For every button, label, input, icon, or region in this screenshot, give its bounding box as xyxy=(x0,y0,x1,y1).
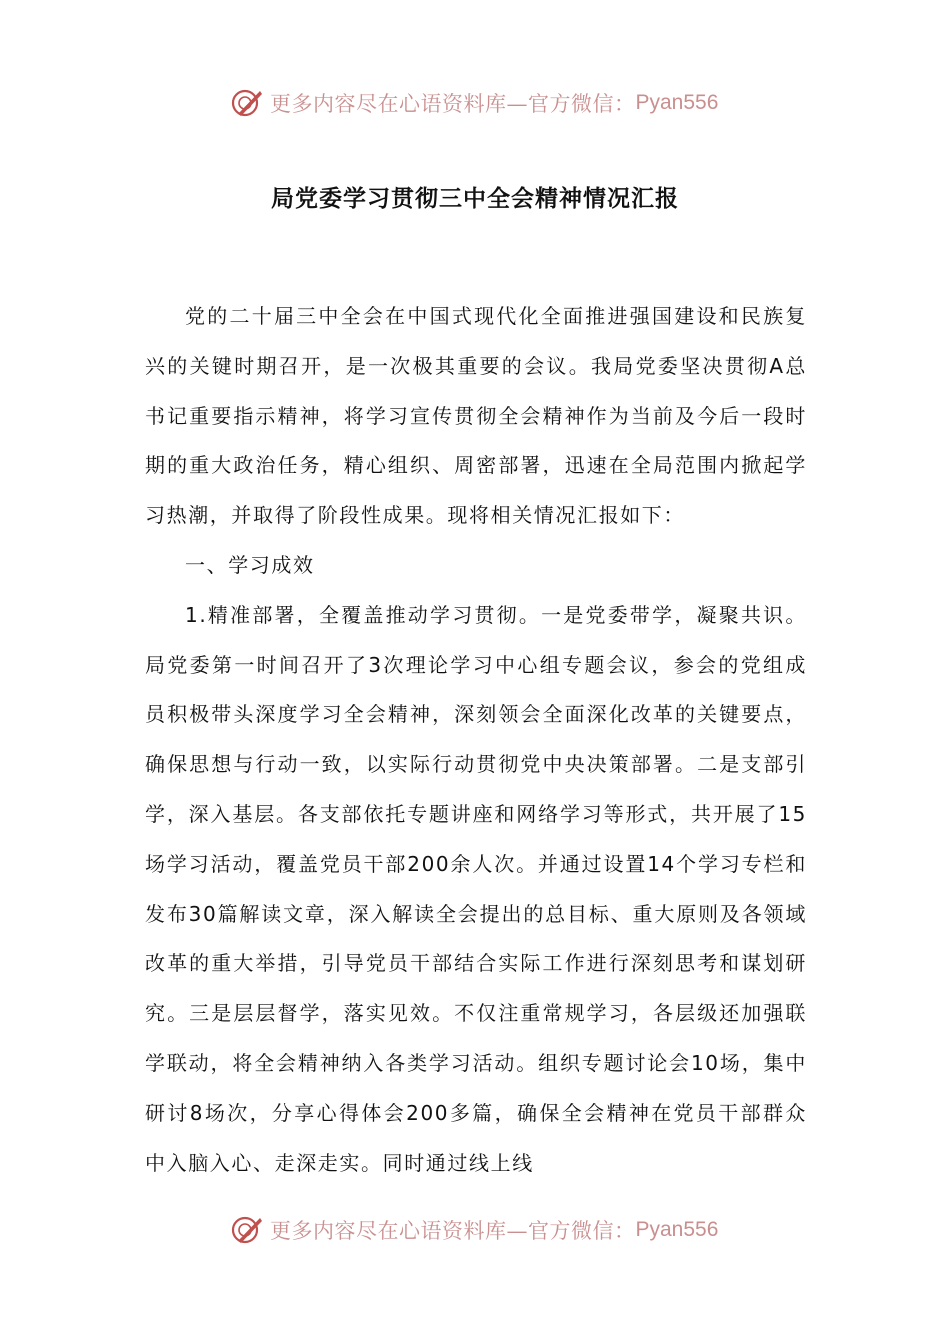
pen-logo-icon xyxy=(230,86,264,120)
paragraph-intro: 党的二十届三中全会在中国式现代化全面推进强国建设和民族复兴的关键时期召开，是一次极其重要的会议。我局党委坚决贯彻A总书记重要指示精神，将学习宣传贯彻全会精神作为当前及今后一段时期的重大政治任务，精心组织、周密部署，迅速在全局范围内掀起学习热潮，并取得了阶段性成果。现将相关情况汇报如下： xyxy=(145,304,807,528)
watermark-header xyxy=(230,83,718,123)
watermark-text: 更多内容尽在心语资料库—官方微信： xyxy=(270,1219,636,1243)
watermark-text: 更多内容尽在心语资料库—官方微信： xyxy=(270,92,636,116)
paragraph-section-1: 1.精准部署，全覆盖推动学习贯彻。一是党委带学，凝聚共识。局党委第一时间召开了3次理论学习中心组专题会议，参会的党组成员积极带头深度学习全会精神，深刻领会全面深化改革的关键要点，确保思想与行动一致，以实际行动贯彻党中央决策部署。二是支部引学，深入基层。各支部依托专题讲座和网络学习等形式，共开展了15场学习活动，覆盖党员干部200余人次。并通过设置14个学习专栏和发布30篇解读文章，深入解读全会提出的总目标、重大原则及各领域改革的重大举措，引导党员干部结合实际工作进行深刻思考和谋划研究。三是层层督学，落实见效。不仅注重常规学习，各层级还加强联学联动，将全会精神纳入各类学习活动。组织专题讨论会10场，集中研讨8场次，分享心得体会200多篇，确保全会精神在党员干部群众中入脑入心、走深走实。同时通过线上线 xyxy=(145,602,807,1175)
pen-logo-icon xyxy=(230,1213,264,1247)
section-heading: 一、学习成效 xyxy=(185,552,315,577)
watermark-id: Pyan556 xyxy=(635,91,719,114)
watermark-footer xyxy=(230,1210,718,1250)
document-title: 局党委学习贯彻三中全会精神情况汇报 xyxy=(271,186,679,212)
document-body xyxy=(145,292,807,1188)
watermark-id: Pyan556 xyxy=(635,1218,719,1241)
